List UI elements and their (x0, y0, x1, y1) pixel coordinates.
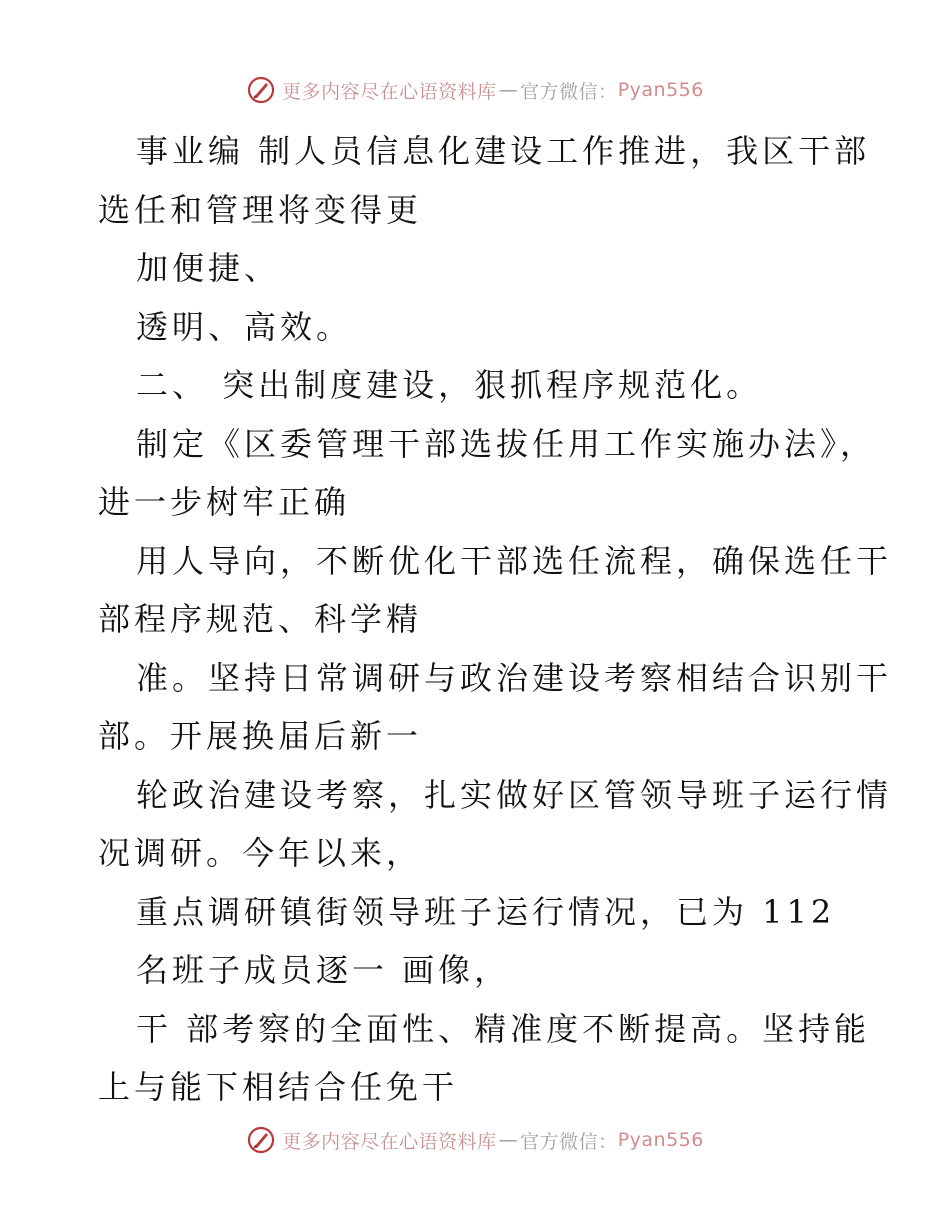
paragraph-line: 况调研。今年以来， (98, 834, 423, 872)
watermark-wechat-id: Pyan556 (617, 1129, 704, 1151)
paragraph-line: 用人导向，不断优化干部选任流程，确保选任干 (136, 541, 893, 580)
watermark-dash: — (498, 79, 519, 101)
paragraph-line: 事业编 制人员信息化建设工作推进，我区干部 (136, 132, 871, 170)
watermark-wechat-id: Pyan556 (617, 79, 704, 101)
paragraph-line: 上与能下相结合任免干 (98, 1068, 459, 1106)
document-body (98, 122, 893, 1117)
watermark-dash: — (498, 1129, 519, 1151)
watermark-footer (0, 1122, 950, 1158)
watermark-main-text: 更多内容尽在心语资料库 (282, 1130, 497, 1153)
paragraph-line: 名班子成员逐一 画像， (136, 951, 511, 989)
paragraph-line: 重点调研镇街领导班子运行情况，已为 112 (136, 892, 836, 931)
paragraph-line: 加便捷、 (136, 249, 281, 287)
watermark-main-text: 更多内容尽在心语资料库 (282, 80, 497, 103)
paragraph-line: 二、 突出制度建设，狠抓程序规范化。 (136, 366, 763, 404)
paragraph-line: 进一步树牢正确 (98, 483, 351, 521)
paragraph-line: 选任和管理将变得更 (98, 190, 423, 229)
paragraph-line: 部。开展换届后新一 (98, 717, 423, 755)
paragraph-line: 准。坚持日常调研与政治建设考察相结合识别干 (136, 658, 893, 697)
paragraph-line: 部程序规范、科学精 (98, 600, 423, 638)
paragraph-line: 透明、高效。 (136, 307, 353, 346)
paragraph-line: 轮政治建设考察，扎实做好区管领导班子运行情 (136, 775, 893, 814)
watermark-header (0, 72, 950, 108)
paragraph-line: 制定《区委管理干部选拔任用工作实施办法》， (136, 424, 877, 463)
watermark-wechat-label: 官方微信： (520, 1130, 618, 1153)
paragraph-line: 干 部考察的全面性、精准度不断提高。坚持能 (136, 1009, 871, 1048)
quill-pen-logo-icon (246, 75, 276, 105)
watermark-wechat-label: 官方微信： (520, 80, 618, 103)
quill-pen-logo-icon (246, 1125, 276, 1155)
